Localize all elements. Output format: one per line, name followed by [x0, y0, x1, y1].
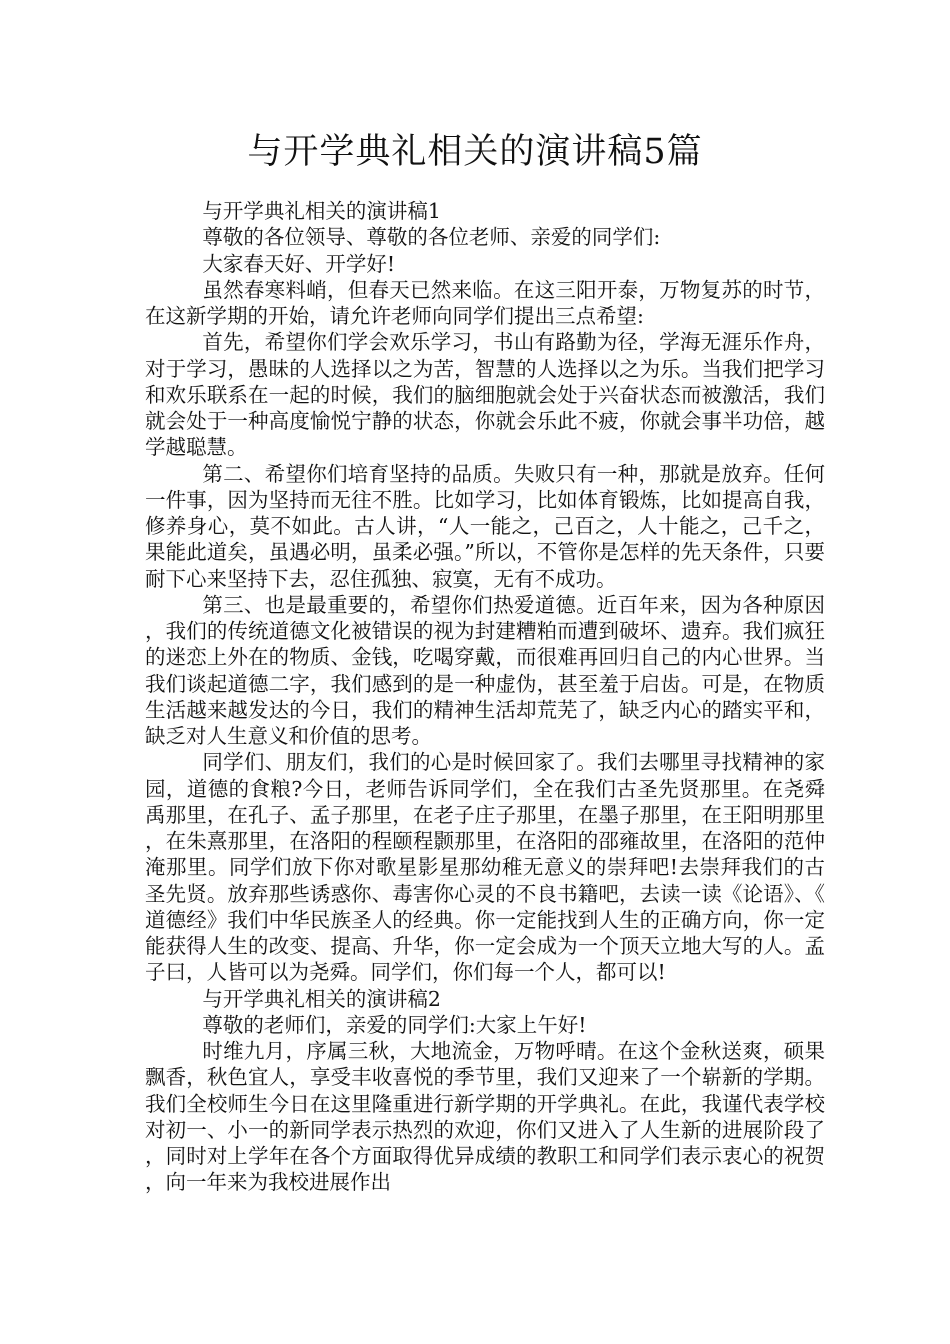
- paragraph-speech-1-heading: 与开学典礼相关的演讲稿1: [202, 199, 441, 223]
- document-body: [145, 198, 825, 1196]
- paragraph-return-home: 同学们、朋友们，我们的心是时候回家了。我们去哪里寻找精神的家园，道德的食粮?今日，老师告诉同学们，全在我们古圣先贤那里。在尧舜禹那里，在孔子、孟子那里，在老子庄子那里，在墨子那里，在王阳明那里，在朱熹那里，在洛阳的程颐程颢那里，在洛阳的邵雍故里，在洛阳的范仲淹那里。同学们放下你对歌星影星那幼稚无意义的崇拜吧!去崇拜我们的古圣先贤。放弃那些诱惑你、毒害你心灵的不良书籍吧，去读一读《论语》、《道德经》我们中华民族圣人的经典。你一定能找到人生的正确方向，你一定能获得人生的改变、提高、升华，你一定会成为一个顶天立地大写的人。孟子曰，人皆可以为尧舜。同学们，你们每一个人，都可以!: [145, 750, 825, 985]
- paragraph-speech-2-salutation: 尊敬的老师们，亲爱的同学们:大家上午好!: [202, 1012, 587, 1037]
- document-title: 与开学典礼相关的演讲稿5篇: [247, 132, 703, 172]
- paragraph-first-hope: 首先，希望你们学会欢乐学习，书山有路勤为径，学海无涯乐作舟，对于学习，愚昧的人选择以之为苦，智慧的人选择以之为乐。当我们把学习和欢乐联系在一起的时候，我们的脑细胞就会处于兴奋状态而被激活，我们就会处于一种高度愉悦宁静的状态，你就会乐此不疲，你就会事半功倍，越学越聪慧。: [145, 330, 825, 460]
- paragraph-greeting: 大家春天好、开学好!: [202, 251, 396, 276]
- paragraph-third-hope: 第三、也是最重要的，希望你们热爱道德。近百年来，因为各种原因，我们的传统道德文化被错误的视为封建糟粕而遭到破坏、遗弃。我们疯狂的迷恋上外在的物质、金钱，吃喝穿戴，而很难再回归自己的内心世界。当我们谈起道德二字，我们感到的是一种虚伪，甚至羞于启齿。可是，在物质生活越来越发达的今日，我们的精神生活却荒芜了，缺乏内心的踏实平和，缺乏对人生意义和价值的思考。: [145, 592, 825, 748]
- paragraph-speech-2-heading: 与开学典礼相关的演讲稿2: [202, 986, 441, 1011]
- paragraph-salutation: 尊敬的各位领导、尊敬的各位老师、亲爱的同学们:: [202, 225, 661, 250]
- paragraph-second-hope: 第二、希望你们培育坚持的品质。失败只有一种，那就是放弃。任何一件事，因为坚持而无往不胜。比如学习，比如体育锻炼，比如提高自我，修养身心，莫不如此。古人讲，“人一能之，己百之，人十能之，己千之，果能此道矣，虽遇必明，虽柔必强。”所以，不管你是怎样的先天条件，只要耐下心来坚持下去，忍住孤独、寂寞，无有不成功。: [145, 461, 825, 591]
- paragraph-speech-2-body: 时维九月，序属三秋，大地流金，万物呼晴。在这个金秋送爽，硕果飘香，秋色宜人，享受丰收喜悦的季节里，我们又迎来了一个崭新的学期。我们全校师生今日在这里隆重进行新学期的开学典礼。在此，我谨代表学校对初一、小一的新同学表示热烈的欢迎，你们又进入了人生新的进展阶段了，同时对上学年在各个方面取得优异成绩的教职工和同学们表示衷心的祝贺，向一年来为我校进展作出: [145, 1039, 825, 1195]
- paragraph-intro: 虽然春寒料峭，但春天已然来临。在这三阳开泰，万物复苏的时节，在这新学期的开始，请允许老师向同学们提出三点希望:: [145, 277, 825, 328]
